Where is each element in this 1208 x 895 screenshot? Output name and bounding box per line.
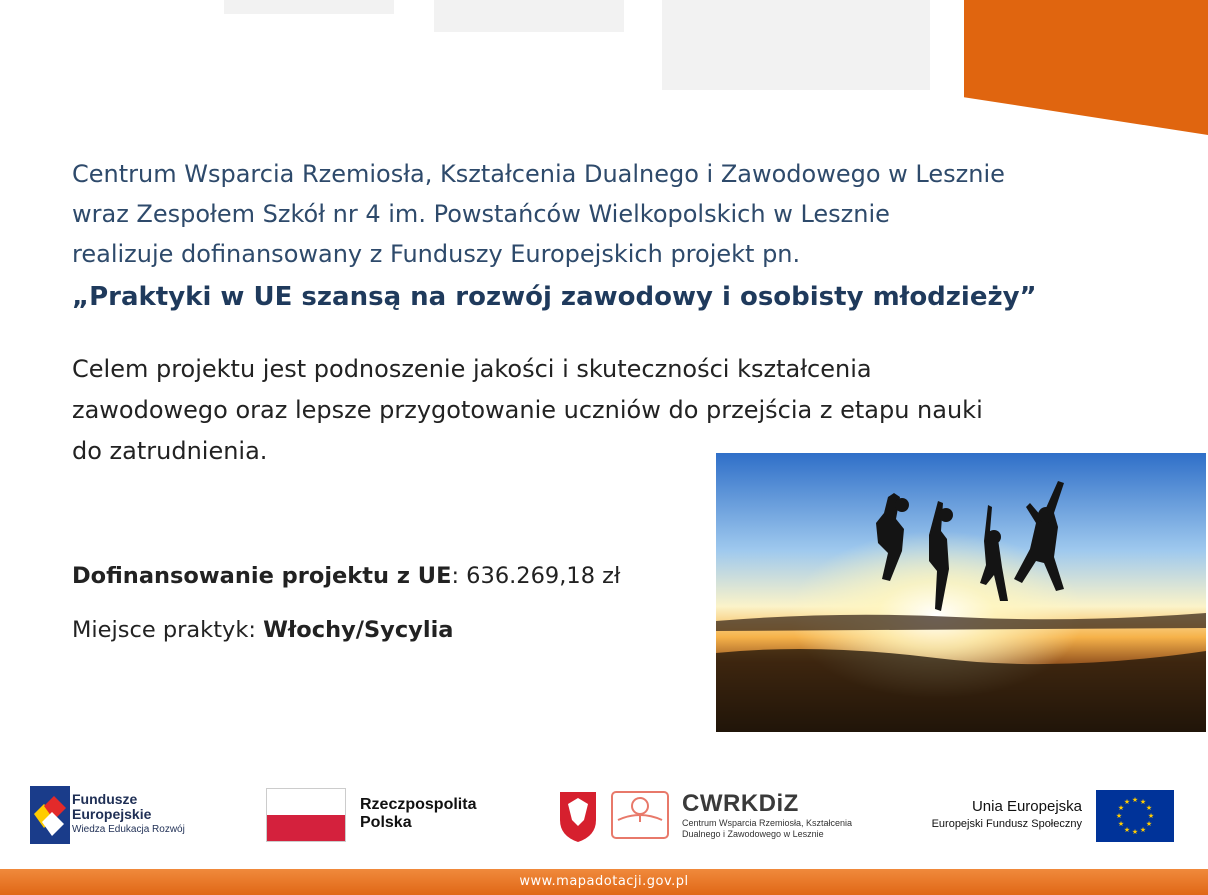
cwrkdiz-emblem-icon (556, 784, 676, 846)
sponsor-logos (0, 770, 1208, 860)
decor-bar-3 (662, 0, 930, 90)
unia-europejska-logo (912, 788, 1174, 844)
rzeczpospolita-polska-logo (266, 788, 506, 843)
internship-place (72, 612, 453, 648)
svg-text:★: ★ (1117, 804, 1125, 812)
svg-text:★: ★ (1115, 812, 1123, 820)
intro-line-1: Centrum Wsparcia Rzemiosła, Kształcenia Dualnego i Zawodowego w Lesznie (72, 160, 1005, 188)
svg-text:★: ★ (1123, 798, 1131, 806)
cwrkdiz-line-2: Dualnego i Zawodowego w Lesznie (682, 829, 824, 839)
ue-line-2: Europejski Fundusz Społeczny (931, 818, 1082, 830)
svg-text:★: ★ (1123, 826, 1131, 834)
fe-star-icon (30, 786, 70, 844)
svg-text:★: ★ (1131, 796, 1139, 804)
project-intro (72, 154, 1152, 320)
svg-text:★: ★ (1147, 812, 1155, 820)
place-label: Miejsce praktyk: (72, 617, 264, 643)
funding-value: : 636.269,18 zł (451, 563, 621, 589)
goal-line-2: zawodowego oraz lepsze przygotowanie uczniów do przejścia z etapu nauki (72, 396, 983, 424)
fe-line-3: Wiedza Edukacja Rozwój (72, 824, 185, 835)
goal-line-3: do zatrudnienia. (72, 437, 268, 465)
fundusze-europejskie-logo (30, 786, 200, 846)
rp-line-1: Rzeczpospolita (360, 796, 477, 813)
svg-text:★: ★ (1145, 804, 1153, 812)
project-title: „Praktyki w UE szansą na rozwój zawodowy i osobisty młodzieży” (72, 282, 1037, 312)
polish-flag-icon (266, 788, 346, 842)
sunset-jumping-photo (716, 453, 1206, 732)
fe-line-1: Fundusze (72, 791, 138, 807)
cwrkdiz-name: CWRKDiZ (682, 790, 799, 817)
funding-label: Dofinansowanie projektu z UE (72, 563, 452, 589)
goal-line-1: Celem projektu jest podnoszenie jakości i skuteczności kształcenia (72, 355, 872, 383)
funding-info (72, 558, 620, 594)
fe-line-2: Europejskie (72, 806, 152, 822)
place-value: Włochy/Sycylia (263, 617, 454, 643)
footer-bar (0, 869, 1208, 895)
intro-line-2: wraz Zespołem Szkół nr 4 im. Powstańców Wielkopolskich w Lesznie (72, 200, 890, 228)
decor-bar-1 (224, 0, 394, 14)
rp-line-2: Polska (360, 814, 412, 831)
svg-text:★: ★ (1131, 828, 1139, 836)
cwrkdiz-line-1: Centrum Wsparcia Rzemiosła, Kształcenia (682, 818, 853, 828)
eu-flag-icon (1096, 790, 1174, 842)
svg-text:★: ★ (1117, 820, 1125, 828)
svg-text:★: ★ (1145, 820, 1153, 828)
svg-text:★: ★ (1139, 826, 1147, 834)
ue-line-1: Unia Europejska (971, 798, 1082, 815)
svg-text:★: ★ (1139, 798, 1147, 806)
cwrkdiz-logo (556, 784, 856, 846)
decor-orange-corner (964, 0, 1208, 135)
decor-bar-2 (434, 0, 624, 32)
footer-url[interactable]: www.mapadotacji.gov.pl (519, 874, 689, 889)
intro-line-3: realizuje dofinansowany z Funduszy Europejskich projekt pn. (72, 240, 801, 268)
